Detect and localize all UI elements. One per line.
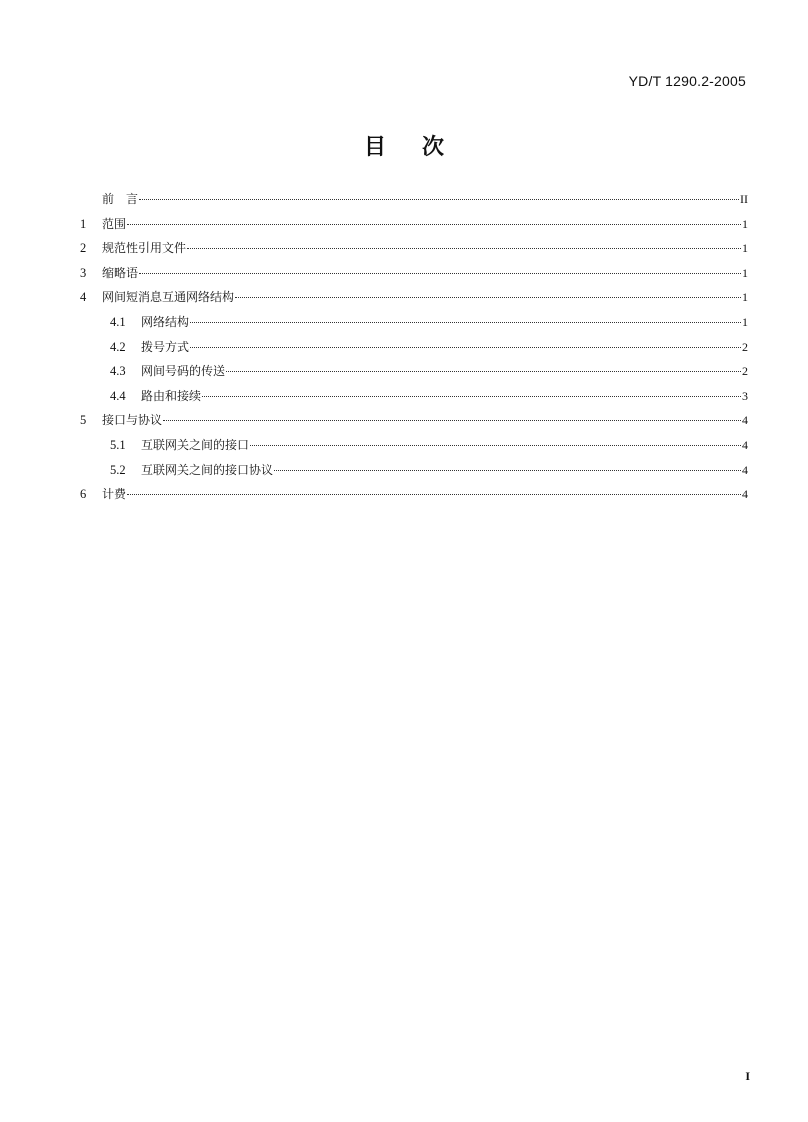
- dot-leader: [127, 224, 741, 225]
- document-code: YD/T 1290.2-2005: [628, 73, 746, 89]
- toc-entry-label: 网络结构: [141, 314, 190, 329]
- toc-entry-label: 网间短消息互通网络结构: [102, 290, 235, 305]
- toc-entry-page: 1: [742, 314, 748, 329]
- toc-entry-number: 5: [80, 413, 87, 428]
- toc-entry-number: 6: [80, 487, 87, 502]
- dot-leader: [226, 371, 741, 372]
- toc-entry-4-3[interactable]: [80, 362, 748, 387]
- toc-entry-page: 1: [742, 290, 748, 305]
- toc-entry-number: 5.2: [110, 462, 126, 477]
- toc-entry-page: 1: [742, 241, 748, 256]
- toc-entry-interfaces-protocols[interactable]: [80, 411, 748, 436]
- toc-entry-label: 拨号方式: [141, 339, 190, 354]
- toc-entry-number: 4.3: [110, 364, 126, 379]
- toc-entry-label: 网间号码的传送: [141, 364, 226, 379]
- toc-entry-number: 5.1: [110, 437, 126, 452]
- toc-entry-label: 计费: [102, 487, 127, 502]
- toc-entry-number: 1: [80, 216, 87, 231]
- toc-entry-4-4[interactable]: [80, 387, 748, 412]
- toc-entry-page: 1: [742, 216, 748, 231]
- toc-entry-label: 规范性引用文件: [102, 241, 187, 256]
- toc-entry-label: 范围: [102, 216, 127, 231]
- toc-entry-4-2[interactable]: [80, 338, 748, 363]
- toc-entry-number: 2: [80, 241, 87, 256]
- toc-entry-number: 3: [80, 265, 87, 280]
- page-title: 目次: [363, 135, 480, 160]
- toc-entry-normative-references[interactable]: [80, 239, 748, 264]
- toc-entry-abbreviations[interactable]: [80, 264, 748, 289]
- dot-leader: [250, 445, 741, 446]
- dot-leader: [274, 470, 741, 471]
- toc-entry-number: 4.1: [110, 314, 126, 329]
- toc-entry-scope[interactable]: [80, 215, 748, 240]
- toc-entry-number: 4.2: [110, 339, 126, 354]
- dot-leader: [202, 396, 741, 397]
- toc-entry-label: 互联网关之间的接口: [141, 437, 250, 452]
- toc-entry-label: 路由和接续: [141, 388, 202, 403]
- toc-entry-number: 4.4: [110, 388, 126, 403]
- toc-entry-foreword[interactable]: [80, 190, 748, 215]
- toc-entry-label: 缩略语: [102, 265, 139, 280]
- toc-entry-charging[interactable]: [80, 485, 748, 510]
- toc-entry-network-structure[interactable]: [80, 288, 748, 313]
- toc-entry-label: 接口与协议: [102, 413, 163, 428]
- toc-entry-page: 4: [742, 487, 748, 502]
- toc-entry-page: 3: [742, 388, 748, 403]
- table-of-contents: [80, 190, 748, 510]
- dot-leader: [127, 494, 741, 495]
- dot-leader: [235, 297, 741, 298]
- dot-leader: [139, 273, 741, 274]
- dot-leader: [139, 199, 739, 200]
- page-number: I: [745, 1069, 750, 1083]
- toc-entry-page: 4: [742, 437, 748, 452]
- toc-entry-page: 4: [742, 462, 748, 477]
- dot-leader: [187, 248, 741, 249]
- toc-entry-5-2[interactable]: [80, 461, 748, 486]
- dot-leader: [163, 420, 741, 421]
- toc-entry-page: II: [740, 192, 748, 206]
- toc-entry-page: 2: [742, 339, 748, 354]
- toc-entry-page: 4: [742, 413, 748, 428]
- dot-leader: [190, 322, 741, 323]
- toc-entry-label: 前 言: [102, 192, 139, 206]
- toc-entry-page: 1: [742, 265, 748, 280]
- toc-entry-4-1[interactable]: [80, 313, 748, 338]
- toc-entry-5-1[interactable]: [80, 436, 748, 461]
- toc-entry-label: 互联网关之间的接口协议: [141, 462, 274, 477]
- toc-entry-number: 4: [80, 290, 87, 305]
- toc-entry-page: 2: [742, 364, 748, 379]
- dot-leader: [190, 347, 741, 348]
